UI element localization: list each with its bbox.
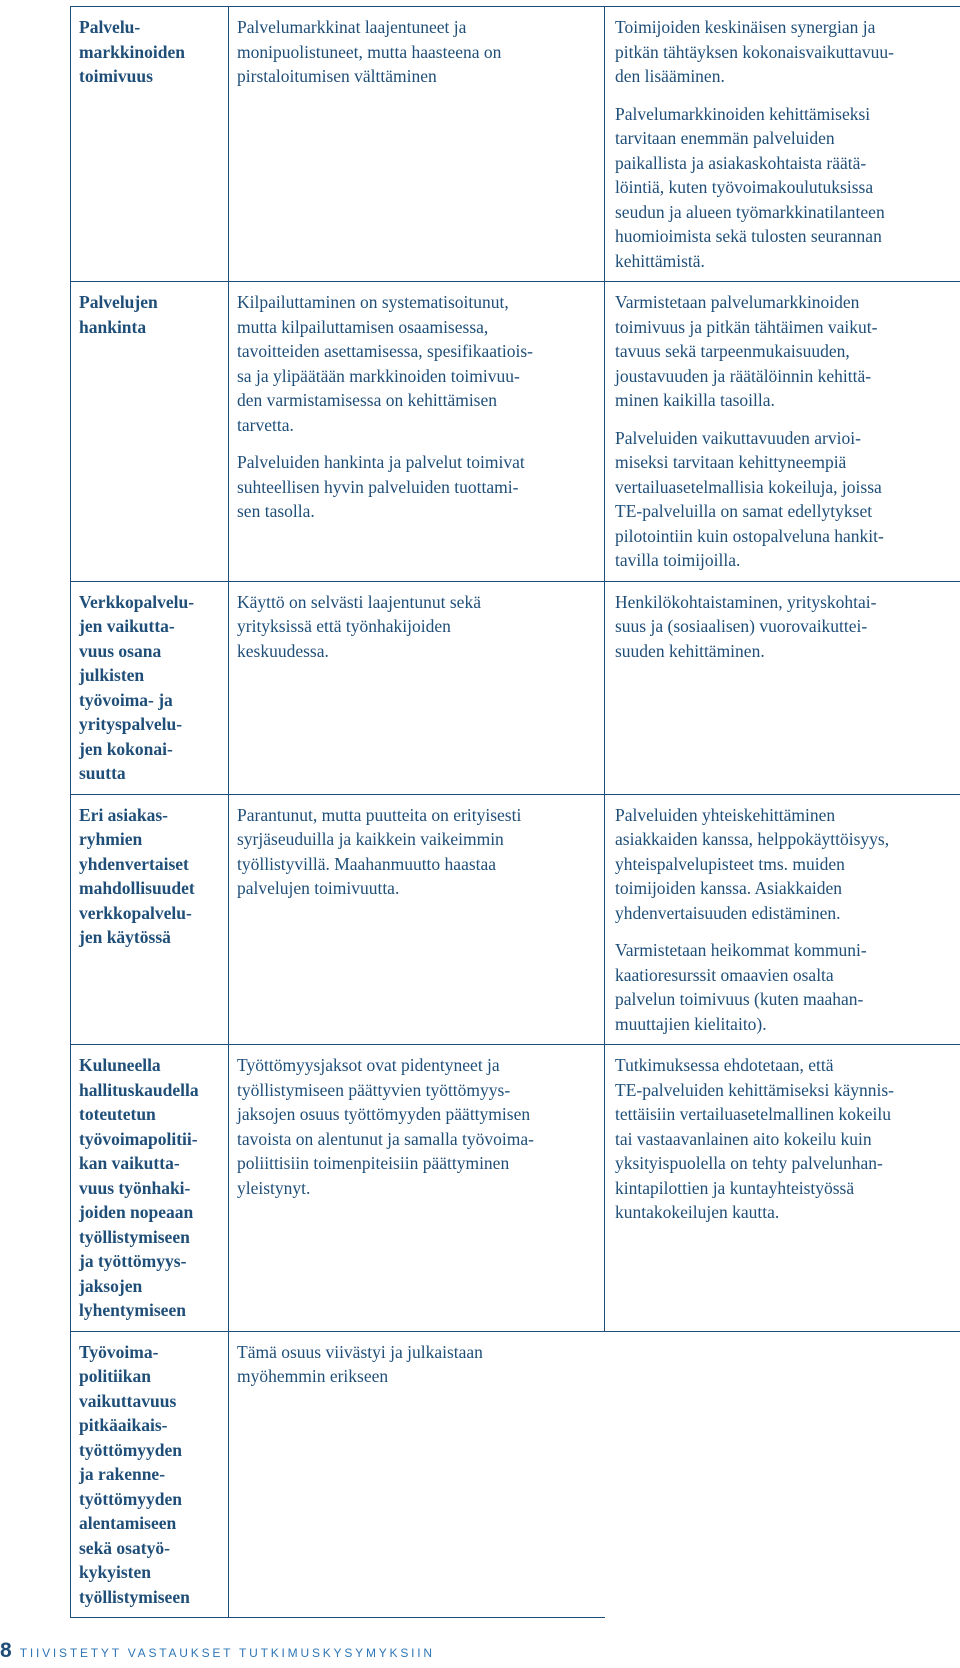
topic-text: Eri asiakas- ryhmien yhdenvertaiset mahdollisuudet verkkopalvelu- jen käytössä bbox=[79, 804, 195, 947]
recommendation-cell bbox=[605, 1331, 960, 1618]
recommendation-paragraph: Varmistetaan palvelumarkkinoiden toimivuus ja pitkän tähtäimen vaikut- tavuus sekä tarpeenmukaisuuden, joustavuuden ja räätälöinnin kehittä- minen kaikilla tasoilla. bbox=[615, 292, 878, 410]
table-row bbox=[71, 7, 960, 282]
assessment-paragraph: Työttömyysjaksot ovat pidentyneet ja työllistymiseen päättyvien työttömyys- jaksojen osuus työttömyyden päättymisen tavoista on alentunut ja samalla työvoima- poliittisiin toimenpiteisiin päättyminen yleistynyt. bbox=[237, 1055, 534, 1198]
topic-text: Työvoima- politiikan vaikuttavuus pitkäaikais- työttömyyden ja rakenne- työttömyyden alentamiseen sekä osatyö- kykyisten työllistymiseen bbox=[79, 1341, 190, 1607]
topic-text: Kuluneella hallituskaudella toteutetun työvoimapolitii- kan vaikutta- vuus työnhaki- joiden nopeaan työllistymiseen ja työttömyys- jaksojen lyhentymiseen bbox=[79, 1055, 199, 1320]
assessment-cell bbox=[229, 581, 605, 794]
assessment-cell bbox=[229, 1331, 605, 1618]
table-row bbox=[71, 581, 960, 794]
topic-cell bbox=[71, 1045, 229, 1332]
recommendation-paragraph: Palveluiden yhteiskehittäminen asiakkaiden kanssa, helppokäyttöisyys, yhteispalvelupisteet tms. muiden toimijoiden kanssa. Asiakkaiden yhdenvertaisuuden edistäminen. bbox=[615, 804, 890, 923]
recommendation-cell bbox=[605, 7, 960, 282]
assessment-paragraph: Tämä osuus viivästyi ja julkaistaan myöhemmin erikseen bbox=[237, 1341, 483, 1386]
topic-cell bbox=[71, 282, 229, 582]
topic-text: Palvelujen hankinta bbox=[79, 292, 158, 337]
assessment-paragraph: Parantunut, mutta puutteita on erityisesti syrjäseuduilla ja kaikkein vaikeimmin työllistyvillä. Maahanmuutto haastaa palvelujen toimivuutta. bbox=[237, 804, 522, 898]
recommendation-cell bbox=[605, 282, 960, 582]
recommendation-cell bbox=[605, 1045, 960, 1332]
assessment-cell bbox=[229, 794, 605, 1045]
assessment-paragraph: Palveluiden hankinta ja palvelut toimivat suhteellisen hyvin palveluiden tuottami- sen tasolla. bbox=[237, 452, 525, 521]
assessment-cell bbox=[229, 7, 605, 282]
findings-table bbox=[70, 6, 960, 1618]
recommendation-cell bbox=[605, 581, 960, 794]
recommendation-paragraph: Varmistetaan heikommat kommuni- kaatioresurssit omaavien osalta palvelun toimivuus (kuten maahan- muuttajien kielitaito). bbox=[615, 940, 867, 1034]
assessment-cell bbox=[229, 1045, 605, 1332]
topic-text: Verkkopalvelu- jen vaikutta- vuus osana julkisten työvoima- ja yrityspalvelu- jen kokonai- suutta bbox=[79, 591, 195, 783]
assessment-cell bbox=[229, 282, 605, 582]
topic-cell bbox=[71, 1331, 229, 1618]
table-row bbox=[71, 794, 960, 1045]
findings-table-body bbox=[71, 7, 960, 1618]
table-row bbox=[71, 1331, 960, 1618]
assessment-paragraph: Käyttö on selvästi laajentunut sekä yrityksissä että työnhakijoiden keskuudessa. bbox=[237, 591, 481, 661]
recommendation-paragraph: Toimijoiden keskinäisen synergian ja pitkän tähtäyksen kokonaisvaikuttavuu- den lisääminen. bbox=[615, 17, 894, 86]
topic-cell bbox=[71, 7, 229, 282]
assessment-paragraph: Kilpailuttaminen on systematisoitunut, mutta kilpailuttamisen osaamisessa, tavoitteiden asettamisessa, spesifikaatiois- sa ja ylipäätään markkinoiden toimivuu- den varmistamisessa on kehittämisen tarvetta. bbox=[237, 292, 533, 435]
recommendation-paragraph: Palvelumarkkinoiden kehittämiseksi tarvitaan enemmän palveluiden paikallista ja asiakaskohtaista räätä- löintiä, kuten työvoimakoulutuksissa seudun ja alueen työmarkkinatilanteen huomioimista sekä tulosten seurannan kehittämistä. bbox=[615, 103, 885, 271]
table-row bbox=[71, 1045, 960, 1332]
topic-cell bbox=[71, 581, 229, 794]
topic-cell bbox=[71, 794, 229, 1045]
table-row bbox=[71, 282, 960, 582]
topic-text: Palvelu- markkinoiden toimivuus bbox=[79, 17, 185, 86]
recommendation-cell bbox=[605, 794, 960, 1045]
recommendation-paragraph: Tutkimuksessa ehdotetaan, että TE-palveluiden kehittämiseksi käynnis- tettäisiin vertailuasetelmallinen kokeilu tai vastaavanlainen aito kokeilu kuin yksityispuolella on tehty palvelunhan- kintapilottien ja kuntayhteistyössä kuntakokeilujen kautta. bbox=[615, 1055, 894, 1222]
recommendation-paragraph: Henkilökohtaistaminen, yrityskohtai- suus ja (sosiaalisen) vuorovaikuttei- suuden kehittäminen. bbox=[615, 591, 877, 661]
page-number: 8 bbox=[0, 1639, 12, 1662]
recommendation-paragraph: Palveluiden vaikuttavuuden arvioi- miseksi tarvitaan kehittyneempiä vertailuasetelmallisia kokeiluja, joissa TE-palveluilla on samat edellytykset pilotointiin kuin ostopalveluna hankit- tavilla toimijoilla. bbox=[615, 427, 884, 570]
assessment-paragraph: Palvelumarkkinat laajentuneet ja monipuolistuneet, mutta haasteena on pirstaloitumisen välttäminen bbox=[237, 17, 502, 86]
footer-title: TIIVISTETYT VASTAUKSET TUTKIMUSKYSYMYKSIIN bbox=[19, 1646, 435, 1660]
findings-table-container bbox=[70, 6, 960, 1618]
page-footer bbox=[0, 1640, 435, 1662]
